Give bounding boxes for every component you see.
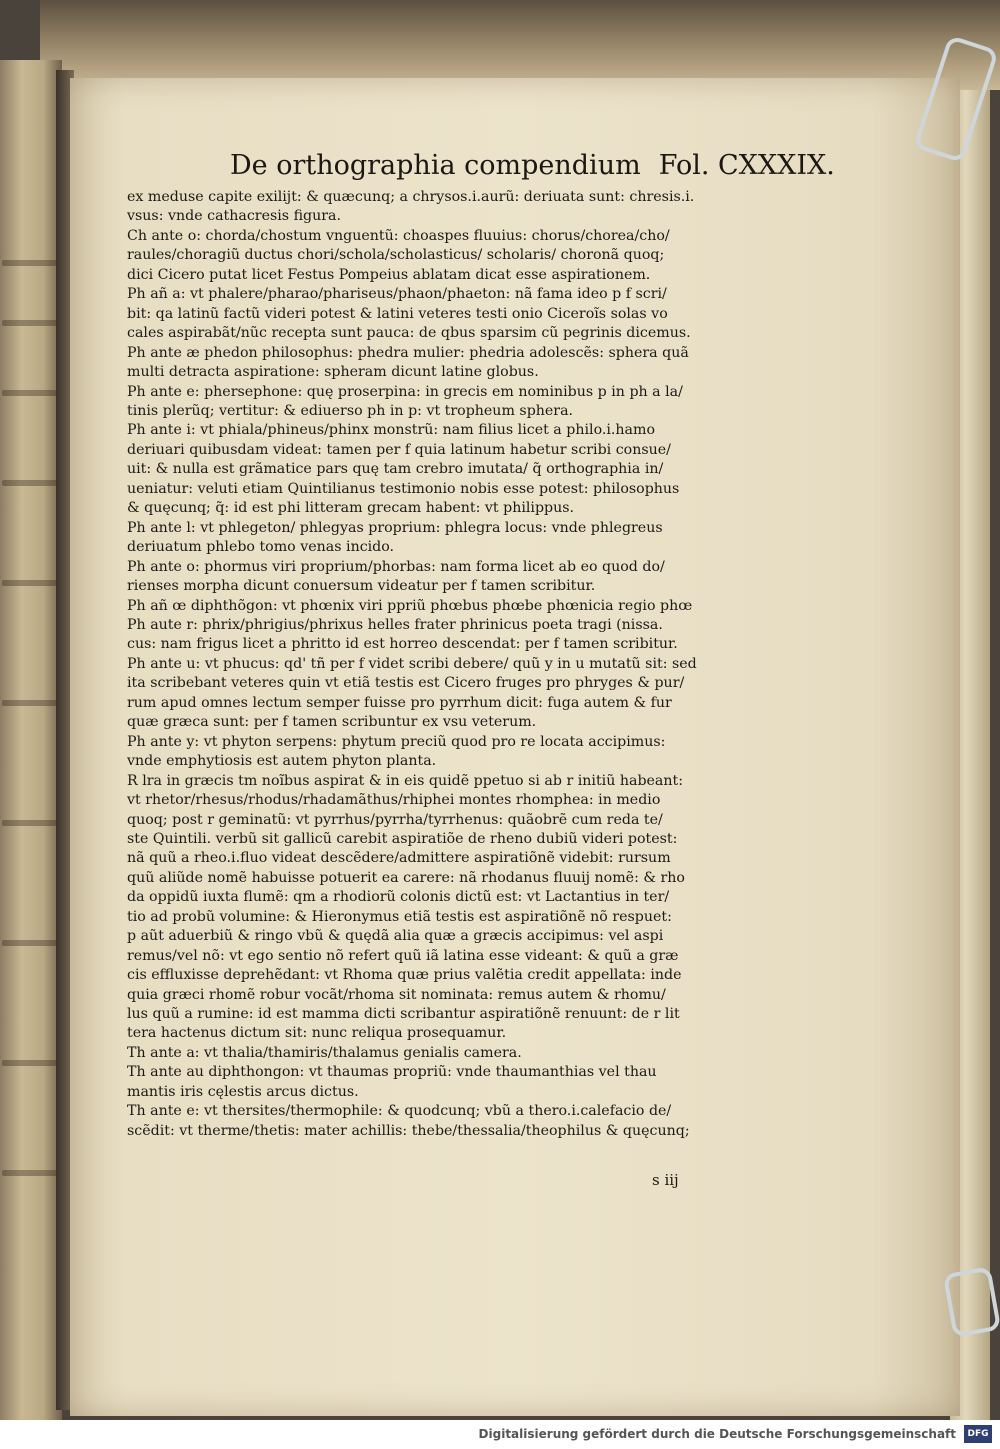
text-line: Th ante a: vt thalia/thamiris/thalamus genialis camera. [127, 1044, 522, 1061]
text-line: Ph ante o: phormus viri proprium/phorbas: nam forma licet ab eo quod do/ [127, 558, 665, 575]
footer-bar [0, 1420, 1000, 1449]
text-line: Ph ante l: vt phlegeton/ phlegyas proprium: phlegra locus: vnde phlegreus [127, 519, 663, 536]
text-line: quæ græca sunt: per f tamen scribuntur ex vsu veterum. [127, 714, 537, 731]
text-line: Ph ante u: vt phucus: qd' tñ per f videt scribi debere/ quũ y in u mutatũ sit: sed [127, 655, 697, 672]
text-line: quũ aliũde nomẽ habuisse potuerit ea carere: nã rhodanus fluuij nomẽ: & rho [127, 869, 685, 886]
text-line: vt rhetor/rhesus/rhodus/rhadamãthus/rhiphei montes rhomphea: in medio [127, 792, 661, 809]
text-line: remus/vel nõ: vt ego sentio nõ refert quũ iã latina esse videant: & quũ a græ [127, 947, 679, 964]
text-line: Ph ante e: phersephone: quę proserpina: in grecis em nominibus p in ph a la/ [127, 383, 683, 400]
text-line: p aũt aduerbiũ & ringo vbũ & quędã alia quæ a græcis accipimus: vel aspi [127, 928, 664, 945]
text-line: mantis iris cęlestis arcus dictus. [127, 1083, 359, 1100]
text-line: deriuari quibusdam videat: tamen per f quia latinum habetur scribi consue/ [127, 441, 671, 458]
header-title: De orthographia compendium [230, 150, 641, 181]
dfg-logo: DFG [964, 1425, 992, 1443]
text-line: ita scribebant veteres quin vt etiã testis est Cicero fruges pro phryges & pur/ [127, 675, 685, 692]
text-line: Ph ante æ phedon philosophus: phedra mulier: phedria adolescẽs: sphera quã [127, 344, 689, 361]
text-line: R lra in græcis tm noĩbus aspirat & in eis quidẽ ppetuo si ab r initiũ habeant: [127, 772, 684, 789]
text-line: Ph aute r: phrix/phrigius/phrixus helles frater phrinicus poeta tragi (nissa. [127, 616, 663, 633]
signature-mark: s iij [652, 1171, 679, 1189]
text-line: scẽdit: vt therme/thetis: mater achillis: thebe/thessalia/theophilus & quęcunq; [127, 1122, 690, 1139]
page-clip-bottom [943, 1266, 1000, 1337]
text-line: Ph añ a: vt phalere/pharao/phariseus/phaon/phaeton: nã fama ideo p f scri/ [127, 286, 667, 303]
text-line: Ph ante i: vt phiala/phineus/phinx monstrũ: nam filius licet a philo.i.hamo [127, 422, 656, 439]
text-line: ex meduse capite exilijt: & quæcunq; a chrysos.i.aurũ: deriuata sunt: chresis.i. [127, 189, 695, 205]
text-line: Ph ante y: vt phyton serpens: phytum preciũ quod pro re locata accipimus: [127, 733, 666, 750]
text-line: vnde emphytiosis est autem phyton planta. [127, 753, 437, 770]
text-line: quia græci rhomẽ robur vocãt/rhoma sit nominata: remus autem & rhomu/ [127, 986, 666, 1003]
text-line: Ch ante o: chorda/chostum vnguentũ: choaspes fluuius: chorus/chorea/cho/ [127, 227, 670, 244]
text-line: cis effluxisse deprehẽdant: vt Rhoma quæ prius valẽtia credit appellata: inde [127, 967, 682, 984]
text-line: raules/choragiũ ductus chori/schola/scholasticus/ scholaris/ choronã quoq; [127, 247, 665, 264]
text-line: cales aspirabãt/nũc recepta sunt pauca: de qbus sparsim cũ pegrinis dicemus. [127, 325, 691, 342]
book-top-edge [40, 0, 1000, 90]
text-line: Ph añ œ diphthõgon: vt phœnix viri ppriũ phœbus phœbe phœnicia regio phœ [127, 597, 693, 614]
text-line: bit: qa latinũ factũ videri potest & latini veteres testi onio Ciceroĩs solas vo [127, 305, 668, 322]
text-line: quoq; post r geminatũ: vt pyrrhus/pyrrha/tyrrhenus: quãobrẽ cum reda te/ [127, 811, 663, 828]
text-block [127, 188, 767, 1141]
text-line: tinis plerũq; vertitur: & ediuerso ph in p: vt tropheum sphera. [127, 402, 574, 419]
running-header [230, 150, 835, 181]
text-line: & quęcunq; q̃: id est phi litteram grecam habent: vt philippus. [127, 500, 575, 517]
text-line: uit: & nulla est grãmatice pars quę tam crebro imutata/ q̃ orthographia in/ [127, 461, 664, 478]
text-line: deriuatum phlebo tomo venas incido. [127, 539, 395, 556]
footer-credit: Digitalisierung gefördert durch die Deutsche Forschungsgemeinschaft [478, 1427, 956, 1441]
text-line: ste Quintili. verbũ sit gallicũ carebit aspiratiõe de rheno dubiũ videri potest: [127, 830, 678, 847]
folio-number: Fol. CXXXIX. [658, 150, 835, 181]
text-line: rum apud omnes lectum semper fuisse pro pyrrhum dicit: fuga autem & fur [127, 694, 672, 711]
text-line: nã quũ a rheo.i.fluo videat descẽdere/admittere aspiratiõnẽ videbit: rursum [127, 850, 671, 867]
text-line: tio ad probũ volumine: & Hieronymus etiã testis est aspiratiõnẽ nõ respuet: [127, 908, 672, 925]
text-line: cus: nam frigus licet a phritto id est horreo descendat: per f tamen scribitur. [127, 636, 678, 653]
text-line: rienses morpha dicunt conuersum videatur per f tamen scribitur. [127, 578, 596, 595]
facing-page-fragment [0, 60, 62, 1420]
text-line: lus quũ a rumine: id est mamma dicti scribantur aspiratiõnẽ renuunt: de r lit [127, 1006, 680, 1023]
text-line: Th ante au diphthongon: vt thaumas propriũ: vnde thaumanthias vel thau [127, 1064, 657, 1081]
text-line: vsus: vnde cathacresis figura. [127, 208, 342, 225]
text-line: multi detracta aspiratione: spheram dicunt latine globus. [127, 364, 539, 381]
text-line: dici Cicero putat licet Festus Pompeius ablatam dicat esse aspirationem. [127, 266, 651, 283]
text-line: ueniatur: veluti etiam Quintilianus testimonio nobis esse potest: philosophus [127, 480, 680, 497]
text-line: da oppidũ iuxta flumẽ: qm a rhodiorũ colonis dictũ est: vt Lactantius in ter/ [127, 889, 670, 906]
text-line: tera hactenus dictum sit: nunc reliqua prosequamur. [127, 1025, 507, 1042]
text-line: Th ante e: vt thersites/thermophile: & quodcunq; vbũ a thero.i.calefacio de/ [127, 1103, 672, 1120]
